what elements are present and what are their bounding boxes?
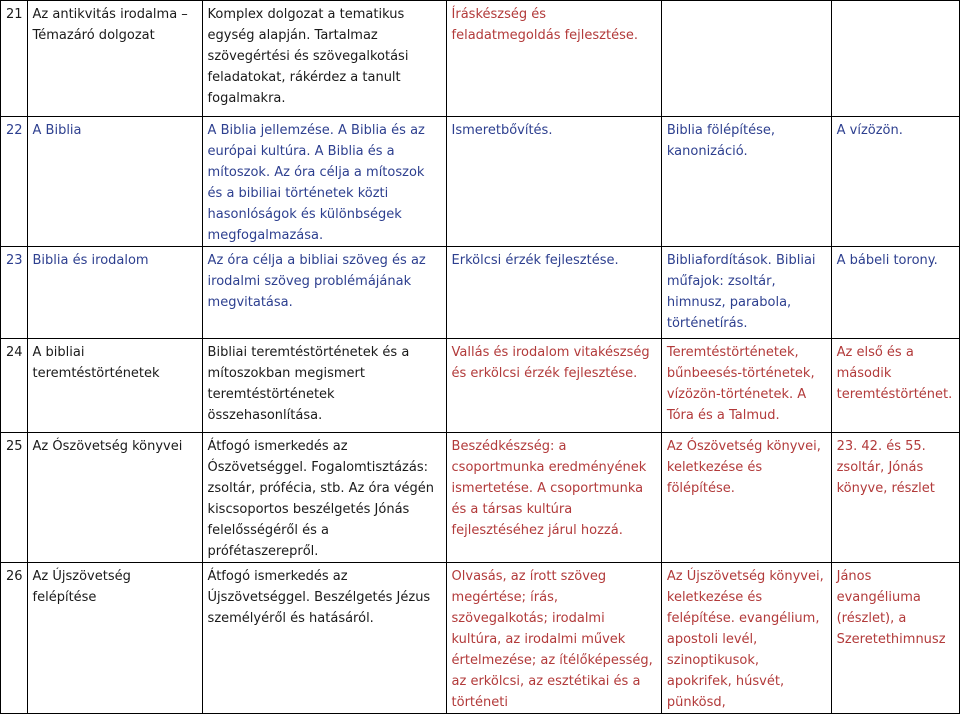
lesson-topic: A Biblia: [27, 117, 202, 247]
lesson-concepts: Az Ószövetség könyvei, keletkezése és fölépítése.: [661, 433, 831, 563]
lesson-content: A Biblia jellemzése. A Biblia és az európai kultúra. A Biblia és a mítoszok. Az óra célja a mítoszok és a bibiliai történetek közti hasonlóságok és különbségek megfogalmazása.: [202, 117, 446, 247]
lesson-other: A bábeli torony.: [831, 247, 959, 339]
lesson-topic: A bibliai teremtéstörténetek: [27, 339, 202, 433]
lesson-other: 23. 42. és 55. zsoltár, Jónás könyve, részlet: [831, 433, 959, 563]
lesson-content: Bibliai teremtéstörténetek és a mítoszokban megismert teremtéstörténetek összehasonlítása.: [202, 339, 446, 433]
lesson-content: Komplex dolgozat a tematikus egység alapján. Tartalmaz szövegértési és szövegalkotási feladatokat, rákérdez a tanult fogalmakra.: [202, 1, 446, 117]
lesson-number: 26: [1, 563, 28, 714]
lesson-other: A vízözön.: [831, 117, 959, 247]
lesson-other: [831, 1, 959, 117]
lesson-other: János evangéliuma (részlet), a Szeretethimnusz: [831, 563, 959, 714]
lesson-number: 25: [1, 433, 28, 563]
lesson-number: 21: [1, 1, 28, 117]
lesson-concepts: Teremtéstörténetek, bűnbeesés-történetek, vízözön-történetek. A Tóra és a Talmud.: [661, 339, 831, 433]
lesson-concepts: Az Újszövetség könyvei, keletkezése és felépítése. evangélium, apostoli levél, szinoptikusok, apokrifek, húsvét, pünkösd,: [661, 563, 831, 714]
lesson-content: Az óra célja a bibliai szöveg és az irodalmi szöveg problémájának megvitatása.: [202, 247, 446, 339]
lesson-content: Átfogó ismerkedés az Újszövetséggel. Beszélgetés Jézus személyéről és hatásáról.: [202, 563, 446, 714]
lesson-number: 24: [1, 339, 28, 433]
table-row: [1, 1, 960, 117]
lesson-concepts: Bibliafordítások. Bibliai műfajok: zsoltár, himnusz, parabola, történetírás.: [661, 247, 831, 339]
lesson-topic: Az Ószövetség könyvei: [27, 433, 202, 563]
lesson-concepts: [661, 1, 831, 117]
lesson-development: Íráskészség és feladatmegoldás fejlesztése.: [446, 1, 661, 117]
lesson-topic: Az antikvitás irodalma – Témazáró dolgozat: [27, 1, 202, 117]
lesson-development: Erkölcsi érzék fejlesztése.: [446, 247, 661, 339]
lesson-development: Ismeretbővítés.: [446, 117, 661, 247]
lesson-topic: Az Újszövetség felépítése: [27, 563, 202, 714]
lesson-concepts: Biblia fölépítése, kanonizáció.: [661, 117, 831, 247]
table-row: [1, 563, 960, 714]
lesson-topic: Biblia és irodalom: [27, 247, 202, 339]
table-row: [1, 433, 960, 563]
lesson-content: Átfogó ismerkedés az Ószövetséggel. Fogalomtisztázás: zsoltár, prófécia, stb. Az óra végén kiscsoportos beszélgetés Jónás felelősségéről és a prófétaszerepről.: [202, 433, 446, 563]
lesson-other: Az első és a második teremtéstörténet.: [831, 339, 959, 433]
table-row: [1, 117, 960, 247]
lesson-number: 22: [1, 117, 28, 247]
lesson-development: Olvasás, az írott szöveg megértése; írás, szövegalkotás; irodalmi kultúra, az irodalmi művek értelmezése; az ítélőképesség, az erkölcsi, az esztétikai és a történeti: [446, 563, 661, 714]
lesson-development: Beszédkészség: a csoportmunka eredményének ismertetése. A csoportmunka és a társas kultúra fejlesztéséhez járul hozzá.: [446, 433, 661, 563]
lesson-development: Vallás és irodalom vitakészség és erkölcsi érzék fejlesztése.: [446, 339, 661, 433]
table-row: [1, 339, 960, 433]
lesson-number: 23: [1, 247, 28, 339]
table-row: [1, 247, 960, 339]
